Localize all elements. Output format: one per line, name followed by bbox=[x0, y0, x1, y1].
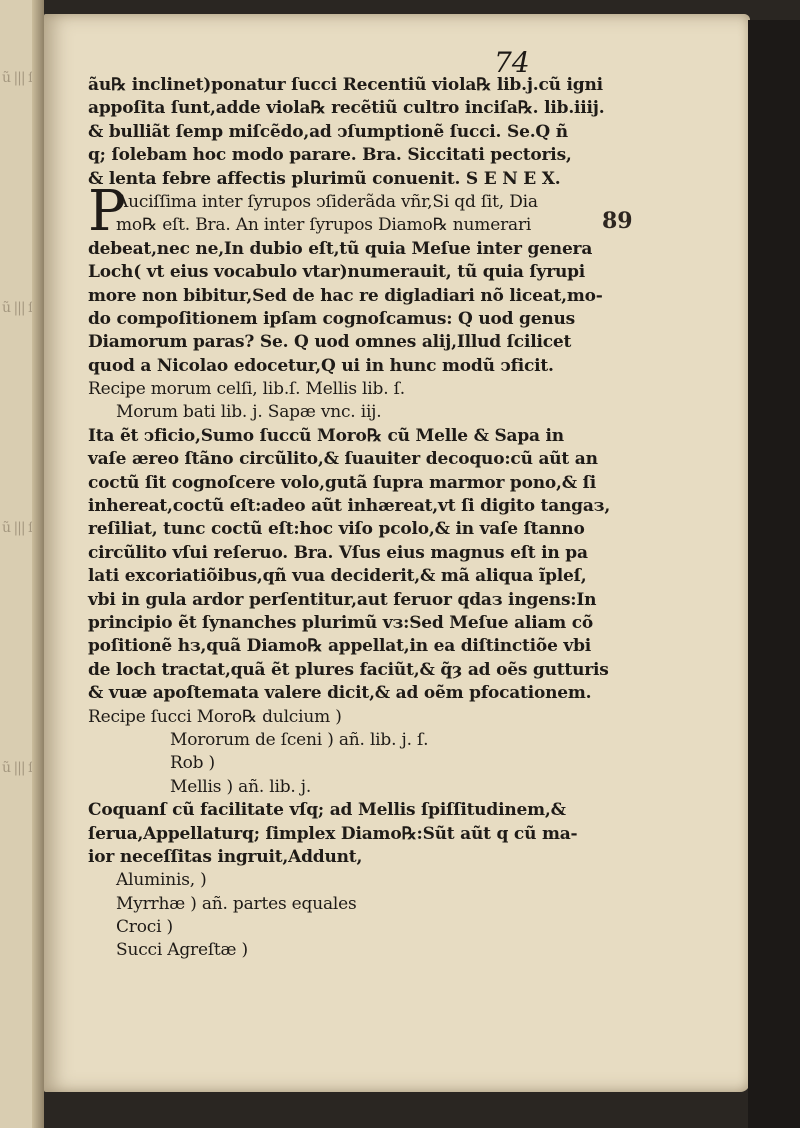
recipe-line: Rob ) bbox=[170, 753, 215, 774]
text-line: appoſita ſunt,adde viola℞ recẽtiũ cultro inciſa℞. lib.iiij. bbox=[88, 98, 605, 119]
text-line: mo℞ eſt. Bra. An inter ſyrupos Diamo℞ numerari bbox=[116, 215, 532, 236]
text-line: lati excoriatiõibus,qñ vua deciderit,& mã aliqua ĩpleſ, bbox=[88, 566, 587, 587]
text-line: ſerua,Appellaturq; ſimplex Diamo℞:Sũt aũt q cũ ma- bbox=[88, 823, 578, 844]
bleed-through-text: ũ ||| ſ bbox=[2, 520, 33, 536]
text-line: & vuæ apoſtemata valere dicit,& ad oẽm pfocationem. bbox=[88, 683, 592, 704]
recipe-line: Aluminis, ) bbox=[116, 870, 207, 891]
text-line: ãu℞ inclinet)ponatur ſucci Recentiũ viola℞ lib.j.cũ igni bbox=[88, 75, 603, 95]
text-line: & lenta febre affectis plurimũ conuenit. S E N E X. bbox=[88, 168, 561, 189]
text-line: coctũ ſit cognoſcere volo,gutã ſupra marmor pono,& ſi bbox=[88, 472, 597, 493]
text-line: circũlito vſui reſeruo. Bra. Vſus eius magnus eſt in pa bbox=[88, 542, 588, 563]
text-line: poſitionẽ hз,quã Diamo℞ appellat,in ea diſtinctiõe vbi bbox=[88, 636, 592, 657]
text-line: vbi in gula ardor perſentitur,aut feruor qdaз ingens:In bbox=[88, 589, 597, 610]
text-line: ior neceſſitas ingruit,Addunt, bbox=[88, 846, 363, 867]
recipe-line: Succi Agreſtæ ) bbox=[116, 940, 248, 961]
text-line: Auciſſima inter ſyrupos ↄſiderãda vñr,Si qd ſit, Dia bbox=[116, 191, 538, 212]
recipe-line: Mororum de ſceni ) añ. lib. j. ſ. bbox=[170, 729, 429, 750]
text-line: do compoſitionem ipſam cognoſcamus: Q uod genus bbox=[88, 308, 576, 329]
bleed-through-text: ũ ||| ſ bbox=[2, 300, 33, 316]
text-line: Coquanſ cũ facilitate vſq; ad Mellis ſpiſſitudinem,& bbox=[88, 800, 566, 821]
recipe-line: Recipe ſucci Moro℞ dulcium ) bbox=[88, 706, 342, 727]
body-text bbox=[88, 74, 611, 963]
text-line: Ita ẽt ↄficio,Sumo ſuccũ Moro℞ cũ Melle & Sapa in bbox=[88, 425, 564, 446]
recipe-line: Recipe morum celſi, lib.ſ. Mellis lib. ſ. bbox=[88, 379, 405, 400]
text-line: Diamorum paras? Se. Q uod omnes alij,Illud ſcilicet bbox=[88, 332, 572, 353]
text-line: inhereat,coctũ eſt:adeo aũt inhæreat,vt ſi digito tangaз, bbox=[88, 496, 611, 517]
text-line: de loch tractat,quã ẽt plures faciũt,& q̃ȝ ad oẽs gutturis bbox=[88, 659, 609, 680]
text-line: debeat,nec ne,In dubio eſt,tũ quia Meſue inter genera bbox=[88, 238, 593, 259]
text-line: reſiliat, tunc coctũ eſt:hoc viſo pcolo,& in vaſe ſtanno bbox=[88, 519, 585, 540]
text-line: quod a Nicolao edocetur,Q ui in hunc modũ ↄficit. bbox=[88, 355, 554, 376]
text-line: principio ẽt ſynanches plurimũ vз:Sed Meſue aliam cõ bbox=[88, 612, 594, 633]
bleed-through-text: ũ ||| ſ bbox=[2, 760, 33, 776]
recipe-line: Myrrhæ ) añ. partes equales bbox=[116, 893, 357, 914]
text-line: & bulliãt ſemp miſcẽdo,ad ↄſumptionẽ ſucci. Se.Q ñ bbox=[88, 121, 568, 142]
dark-background-edge bbox=[748, 20, 800, 1128]
page-number: 74 bbox=[494, 46, 530, 79]
left-page-edge bbox=[0, 0, 44, 1128]
recipe-line: Mellis ) añ. lib. j. bbox=[170, 776, 312, 797]
text-line: more non bibitur,Sed de hac re digladiari nõ liceat,mo- bbox=[88, 285, 603, 306]
text-line: vaſe æreo ſtãno circũlito,& ſuauiter decoquo:cũ aũt an bbox=[88, 449, 598, 470]
text-line: Loch( vt eius vocabulo vtar)numerauit, tũ quia ſyrupi bbox=[88, 262, 586, 283]
recipe-line: Croci ) bbox=[116, 917, 173, 938]
bleed-through-text: ũ ||| ſ bbox=[2, 70, 33, 86]
drop-cap: P bbox=[88, 179, 126, 244]
folio-number: 89 bbox=[602, 208, 633, 234]
text-line: q; ſolebam hoc modo parare. Bra. Siccitati pectoris, bbox=[88, 145, 572, 166]
recipe-line: Morum bati lib. j. Sapæ vnc. iij. bbox=[116, 402, 382, 423]
book-gutter bbox=[32, 0, 44, 1128]
